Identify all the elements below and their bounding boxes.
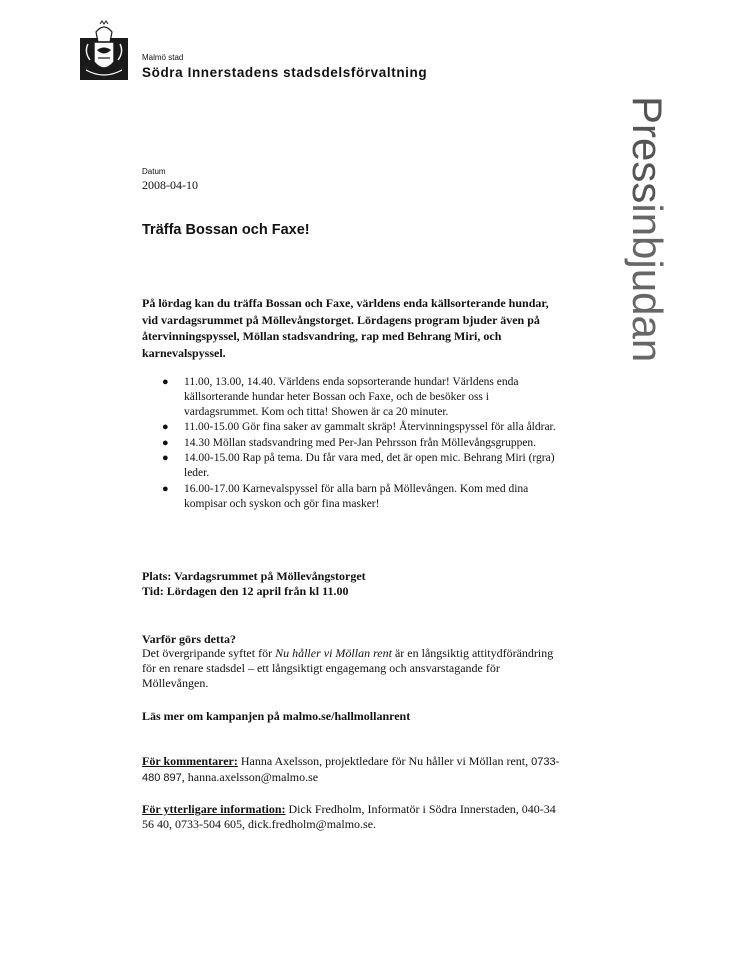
org-department-title: Södra Innerstadens stadsdelsförvaltning [142, 65, 428, 80]
read-more-link[interactable]: Läs mer om kampanjen på malmo.se/hallmollanrent [142, 709, 411, 723]
why-text-after: är en långsiktig attitydförändring för en renare stadsdel – ett långsiktigt engagemang och ansvarstagande för Möllevången. [142, 646, 554, 690]
venue-info [142, 569, 366, 598]
bullet-icon: ● [162, 482, 169, 495]
venue-place: Plats: Vardagsrummet på Möllevångstorget [142, 569, 366, 583]
comments-text: Hanna Axelsson, projektledare för Nu håller vi Möllan rent, [237, 754, 532, 768]
venue-time: Tid: Lördagen den 12 april från kl 11.00 [142, 583, 349, 598]
bullet-icon: ● [162, 376, 169, 388]
bullet-icon: ● [162, 421, 169, 434]
press-invitation-side-heading [624, 96, 671, 363]
list-item [142, 436, 557, 451]
program-item-text: 14.00-15.00 Rap på tema. Du får vara med, det är open mic. Behrang Miri (rgra) leder. [184, 452, 555, 480]
list-item [142, 375, 557, 419]
date-label: Datum [142, 167, 166, 176]
more-info-label: För ytterligare information: [142, 802, 286, 816]
program-item-text: 11.00-15.00 Gör fina saker av gammalt skräp! Återvinningspyssel för alla åldrar. [184, 421, 556, 434]
list-item [142, 482, 557, 512]
more-info-text: Dick Fredholm, Informatör i Södra Innerstaden, 040-34 56 40, 0733-504 605, dick.fredholm@malmo.se. [142, 802, 556, 831]
list-item [142, 451, 557, 481]
comments-phone: 0733-480 897 [142, 756, 560, 784]
program-list [142, 375, 557, 512]
org-city-name: Malmö stad [142, 53, 184, 62]
side-heading-invitation: inbjudan [624, 203, 671, 363]
list-item [142, 420, 557, 435]
bullet-icon: ● [162, 436, 169, 449]
date-value: 2008-04-10 [142, 178, 198, 192]
campaign-name: Nu håller vi Möllan rent [275, 646, 392, 660]
why-text-before: Det övergripande syftet för [142, 646, 276, 660]
headline: Träffa Bossan och Faxe! [142, 222, 310, 238]
intro-paragraph: På lördag kan du träffa Bossan och Faxe, världens enda källsorterande hundar, vid vardagsrummet på Möllevångstorget. Lördagens program bjuder även på återvinningspyssel, Möllan stadsvandring, rap med Behrang Miri, och karnevalspyssel. [142, 296, 549, 360]
side-heading-press: Press [624, 96, 671, 204]
bullet-icon: ● [162, 452, 169, 465]
program-item-text: 11.00, 13.00, 14.40. Världens enda sopsorterande hundar! Världens enda källsorterande hundar heter Bossan och Faxe, och de besöker oss i vardagsrummet. Kom och titta! Showen är ca 20 minuter. [184, 376, 519, 418]
program-item-text: 14.30 Möllan stadsvandring med Per-Jan Pehrsson från Möllevångsgruppen. [184, 436, 537, 449]
why-paragraph [142, 646, 562, 691]
comments-contact [142, 754, 562, 786]
comments-label: För kommentarer: [142, 754, 238, 768]
malmo-coat-of-arms-logo [80, 20, 128, 80]
why-heading: Varför görs detta? [142, 632, 236, 646]
comments-email[interactable]: , hanna.axelsson@malmo.se [181, 770, 319, 784]
more-info-contact [142, 802, 562, 832]
program-item-text: 16.00-17.00 Karnevalspyssel för alla barn på Möllevången. Kom med dina kompisar och syskon och gör fina masker! [184, 482, 529, 510]
